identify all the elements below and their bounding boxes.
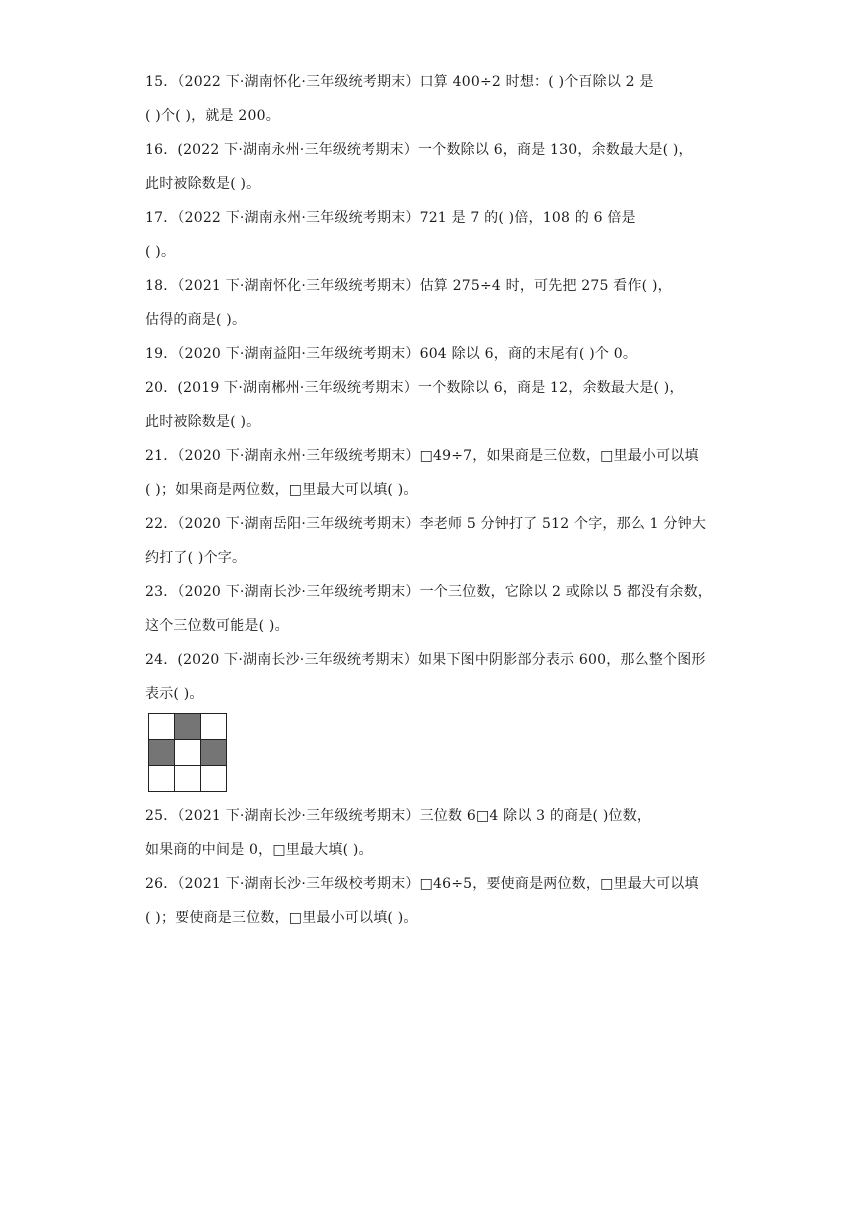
- grid-row: [149, 740, 227, 766]
- question-16-line-2: 此时被除数是( )。: [145, 176, 261, 192]
- question-20-line-2: 此时被除数是( )。: [145, 414, 261, 430]
- question-25-line-1: 25．（2021 下·湖南长沙·三年级统考期末）三位数 6□4 除以 3 的商是( )位数，: [145, 808, 652, 824]
- question-15-line-2: ( )个( )，就是 200。: [145, 108, 280, 124]
- question-24-line-2: 表示( )。: [145, 686, 204, 702]
- question-26-line-1: 26．（2021 下·湖南长沙·三年级校考期末）□46÷5，要使商是两位数，□里最大可以填: [145, 876, 699, 892]
- grid-cell-shaded: [175, 714, 201, 740]
- question-18-line-1: 18．（2021 下·湖南怀化·三年级统考期末）估算 275÷4 时，可先把 275 看作( )，: [145, 278, 672, 294]
- question-22-line-1: 22．（2020 下·湖南岳阳·三年级统考期末）李老师 5 分钟打了 512 个字，那么 1 分钟大: [145, 516, 707, 532]
- question-20-line-1: 20．(2019 下·湖南郴州·三年级统考期末）一个数除以 6，商是 12，余数最大是( )，: [145, 380, 684, 396]
- grid-cell-shaded: [201, 740, 227, 766]
- grid-row: [149, 766, 227, 792]
- question-17-line-2: ( )。: [145, 244, 176, 260]
- question-19-line-1: 19．（2020 下·湖南益阳·三年级统考期末）604 除以 6，商的末尾有( )个 0。: [145, 346, 638, 362]
- question-23-line-2: 这个三位数可能是( )。: [145, 618, 289, 634]
- question-26-line-2: ( )；要使商是三位数，□里最小可以填( )。: [145, 910, 418, 926]
- shaded-grid-figure: [148, 713, 227, 792]
- grid-cell-empty: [175, 766, 201, 792]
- question-24-line-1: 24．(2020 下·湖南长沙·三年级统考期末）如果下图中阴影部分表示 600，那么整个图形: [145, 652, 706, 668]
- question-21-line-1: 21．（2020 下·湖南永州·三年级统考期末）□49÷7，如果商是三位数，□里最小可以填: [145, 448, 699, 464]
- question-17-line-1: 17．（2022 下·湖南永州·三年级统考期末）721 是 7 的( )倍，108 的 6 倍是: [145, 210, 636, 226]
- question-16-line-1: 16．(2022 下·湖南永州·三年级统考期末）一个数除以 6，商是 130，余数最大是( )，: [145, 142, 693, 158]
- question-25-line-2: 如果商的中间是 0，□里最大填( )。: [145, 842, 373, 858]
- grid-cell-empty: [149, 714, 175, 740]
- grid-cell-empty: [149, 766, 175, 792]
- grid-cell-empty: [201, 714, 227, 740]
- question-18-line-2: 估得的商是( )。: [145, 312, 247, 328]
- grid-cell-empty: [201, 766, 227, 792]
- grid-cell-shaded: [149, 740, 175, 766]
- question-21-line-2: ( )；如果商是两位数，□里最大可以填( )。: [145, 482, 418, 498]
- question-15-line-1: 15．（2022 下·湖南怀化·三年级统考期末）口算 400÷2 时想：( )个百除以 2 是: [145, 74, 654, 90]
- grid-cell-empty: [175, 740, 201, 766]
- question-23-line-1: 23．（2020 下·湖南长沙·三年级统考期末）一个三位数，它除以 2 或除以 5 都没有余数，: [145, 584, 713, 600]
- question-22-line-2: 约打了( )个字。: [145, 550, 247, 566]
- grid-row: [149, 714, 227, 740]
